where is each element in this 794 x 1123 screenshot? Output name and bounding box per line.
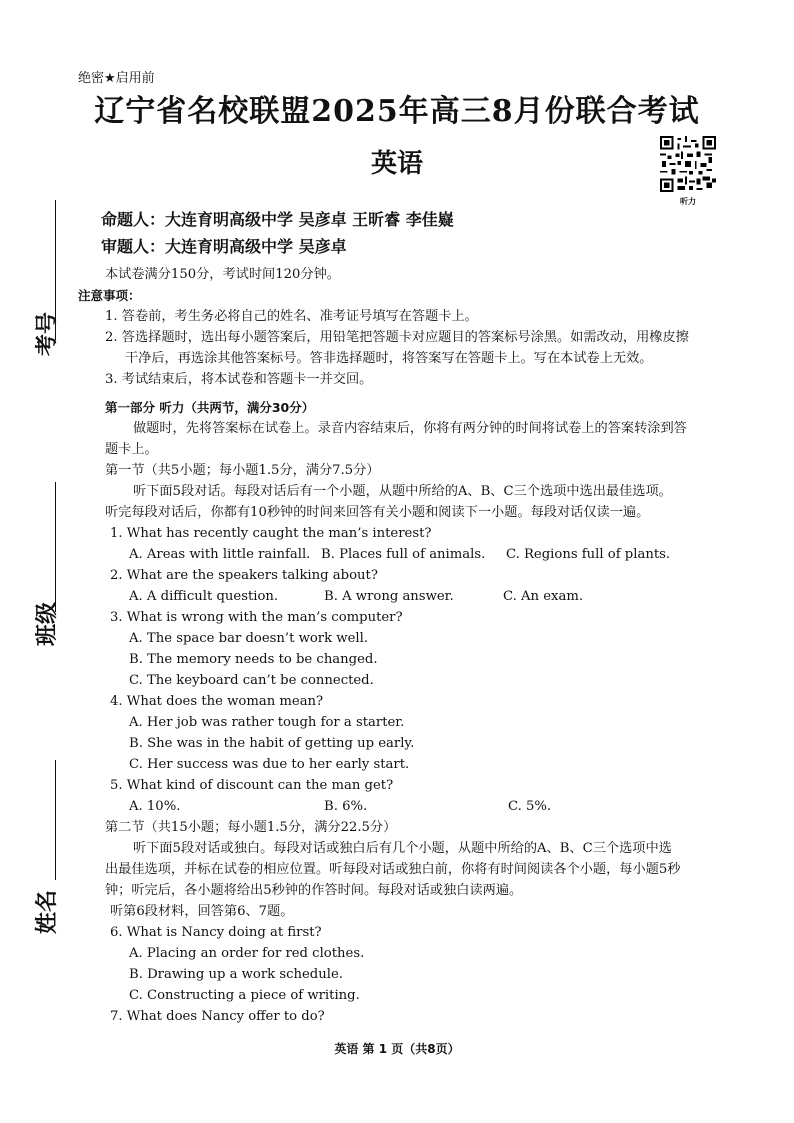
section2-instruction-1: 听下面5段对话或独白。每段对话或独白后有几个小题，从题中所给的A、B、C三个选项中选: [133, 841, 672, 856]
class-fill-line[interactable]: [55, 482, 56, 612]
note-1: 1. 答卷前，考生务必将自己的姓名、准考证号填写在答题卡上。: [105, 309, 478, 324]
section1-instruction-1: 听下面5段对话。每段对话后有一个小题，从题中所给的A、B、C三个选项中选出最佳选项。: [133, 484, 672, 499]
section2-instruction-2: 出最佳选项，并标在试卷的相应位置。听每段对话或独白前，你将有时间阅读各个小题，每小题5秒: [105, 862, 681, 877]
section2-instruction-3: 钟；听完后，各小题将给出5秒钟的作答时间。每段对话或独白读两遍。: [105, 883, 523, 898]
option-4c[interactable]: C. Her success was due to her early start.: [129, 757, 410, 772]
section1-title: 第一节（共5小题；每小题1.5分，满分7.5分）: [105, 463, 380, 478]
qr-label: 听力: [680, 197, 696, 206]
option-1c[interactable]: C. Regions full of plants.: [506, 547, 671, 562]
option-3c[interactable]: C. The keyboard can’t be connected.: [129, 673, 374, 688]
part1-instruction-1: 做题时，先将答案标在试卷上。录音内容结束后，你将有两分钟的时间将试卷上的答案转涂到答: [133, 421, 687, 436]
note-2: 2. 答选择题时，选出每小题答案后，用铅笔把答题卡对应题目的答案标号涂黑。如需改动，用橡皮擦: [105, 330, 689, 345]
option-6b[interactable]: B. Drawing up a work schedule.: [129, 967, 343, 982]
option-6c[interactable]: C. Constructing a piece of writing.: [129, 988, 360, 1003]
class-label: 班级: [35, 601, 60, 646]
option-6a[interactable]: A. Placing an order for red clothes.: [129, 946, 365, 961]
question-5: 5. What kind of discount can the man get?: [110, 778, 394, 793]
option-3b[interactable]: B. The memory needs to be changed.: [129, 652, 378, 667]
option-2b[interactable]: B. A wrong answer.: [324, 589, 454, 604]
question-2: 2. What are the speakers talking about?: [110, 568, 378, 583]
section2-title: 第二节（共15小题；每小题1.5分，满分22.5分）: [105, 820, 397, 835]
option-4a[interactable]: A. Her job was rather tough for a starter.: [129, 715, 405, 730]
option-5a[interactable]: A. 10%.: [129, 799, 181, 814]
setter-line: 命题人：大连育明高级中学 吴彦卓 王昕睿 李佳嶷: [101, 210, 454, 229]
option-5c[interactable]: C. 5%.: [508, 799, 552, 814]
note-2-cont: 干净后，再选涂其他答案标号。答非选择题时，将答案写在答题卡上。写在本试卷上无效。: [125, 351, 653, 366]
page-footer: 英语 第 1 页（共8页）: [334, 1042, 460, 1056]
part1-title: 第一部分 听力（共两节，满分30分）: [105, 400, 315, 415]
question-6: 6. What is Nancy doing at first?: [110, 925, 322, 940]
option-3a[interactable]: A. The space bar doesn’t work well.: [129, 631, 369, 646]
option-2c[interactable]: C. An exam.: [503, 589, 584, 604]
question-4: 4. What does the woman mean?: [110, 694, 324, 709]
qr-code-icon[interactable]: [660, 136, 716, 192]
question-1: 1. What has recently caught the man’s interest?: [110, 526, 432, 541]
option-1b[interactable]: B. Places full of animals.: [321, 547, 486, 562]
note-3: 3. 考试结束后，将本试卷和答题卡一并交回。: [105, 372, 373, 387]
question-3: 3. What is wrong with the man’s computer?: [110, 610, 403, 625]
reviewer-line: 审题人：大连育明高级中学 吴彦卓: [101, 237, 347, 256]
name-label: 姓名: [35, 889, 60, 934]
part1-instruction-2: 题卡上。: [105, 442, 158, 457]
name-fill-line[interactable]: [55, 760, 56, 880]
exam-title: 辽宁省名校联盟2025年高三8月份联合考试: [94, 94, 700, 129]
option-5b[interactable]: B. 6%.: [324, 799, 368, 814]
notes-title: 注意事项：: [78, 288, 141, 303]
option-1a[interactable]: A. Areas with little rainfall.: [129, 547, 311, 562]
option-2a[interactable]: A. A difficult question.: [129, 589, 279, 604]
material-6-title: 听第6段材料，回答第6、7题。: [110, 904, 294, 919]
secret-label: 绝密★启用前: [78, 71, 155, 86]
option-4b[interactable]: B. She was in the habit of getting up early.: [129, 736, 415, 751]
exam-no-label: 考号: [35, 311, 60, 356]
section1-instruction-2: 听完每段对话后，你都有10秒钟的时间来回答有关小题和阅读下一小题。每段对话仅读一遍。: [105, 505, 650, 520]
question-7: 7. What does Nancy offer to do?: [110, 1009, 325, 1024]
score-time: 本试卷满分150分，考试时间120分钟。: [105, 267, 340, 282]
subject-title: 英语: [370, 149, 423, 179]
